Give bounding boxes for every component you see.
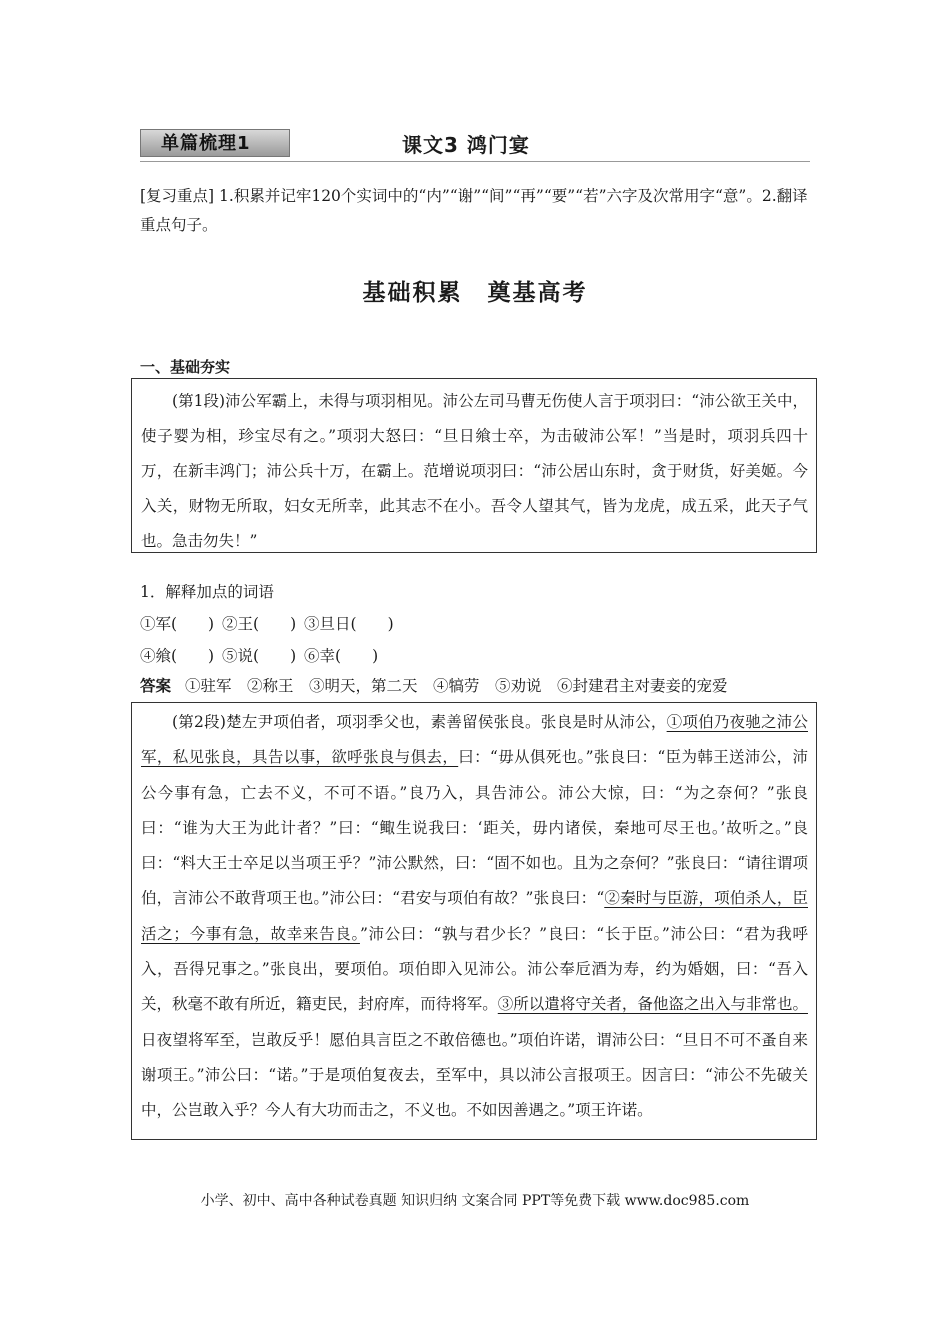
review-focus xyxy=(140,182,812,240)
question-title: 1．解释加点的词语 xyxy=(140,583,274,601)
passage-text: (第2段)楚左尹项伯者，项羽季父也，素善留侯张良。张良是时从沛公， xyxy=(172,713,667,731)
answer-label: 答案 xyxy=(140,677,172,695)
passage-box-1 xyxy=(131,378,817,553)
lesson-title: 课文3 鸿门宴 xyxy=(402,133,530,157)
lesson-header xyxy=(140,125,810,163)
passage-text: 曰：“毋从俱死也。”张良曰：“臣为韩王送沛公，沛公今事有急，亡去不义，不可不语。”良乃入，具告沛公。沛公大惊，曰：“为之奈何？”张良曰：“谁为大王为此计者？”曰：“鲰生说我曰：‘距关，毋内诸侯，秦地可尽王也。’故听之。”良曰：“料大王士卒足以当项王乎？”沛公默然，曰：“固不如也。且为之奈何？”张良曰：“请往谓项伯，言沛公不敢背项王也。”沛公曰：“君安与项伯有故？”张良曰：“ xyxy=(141,748,808,908)
answer-line xyxy=(140,674,728,696)
key-sentence-3: ③所以遣将守关者，备他盗之出入与非常也。 xyxy=(497,995,808,1014)
review-label: [复习重点] xyxy=(140,187,215,205)
part-heading: 一、基础夯实 xyxy=(140,358,231,376)
header-divider xyxy=(140,161,810,162)
key-sentence-2: ②秦时与臣游，项伯杀人，臣活之；今事有急，故幸来告良。 xyxy=(141,889,808,943)
unit-tag: 单篇梳理1 xyxy=(140,129,290,157)
answer-text: ①驻军 ②称王 ③明天，第二天 ④犒劳 ⑤劝说 ⑥封建君主对妻妾的宠爱 xyxy=(185,677,728,695)
review-text: 1.积累并记牢120个实词中的“内”“谢”“间”“再”“要”“若”六字及次常用字“意”。2.翻译重点句子。 xyxy=(140,187,808,234)
passage-box-2 xyxy=(131,702,817,1140)
passage-text: 日夜望将军至，岂敢反乎！愿伯具言臣之不敢倍德也。”项伯许诺，谓沛公曰：“旦日不可不蚤自来谢项王。”沛公曰：“诺。”于是项伯复夜去，至军中，具以沛公言报项王。因言曰：“沛公不先破关中，公岂敢入乎？今人有大功而击之，不义也。不如因善遇之。”项王许诺。 xyxy=(141,1030,808,1120)
key-sentence-1: ①项伯乃夜驰之沛公军，私见张良，具告以事，欲呼张良与俱去， xyxy=(141,713,808,767)
passage-paragraph-1: (第1段)沛公军霸上，未得与项羽相见。沛公左司马曹无伤使人言于项羽曰：“沛公欲王关中，使子婴为相，珍宝尽有之。”项羽大怒曰：“旦日飨士卒，为击破沛公军！”当是时，项羽兵四十万，在新丰鸿门；沛公兵十万，在霸上。范增说项羽曰：“沛公居山东时，贪于财货，好美姬。今入关，财物无所取，妇女无所幸，此其志不在小。吾令人望其气，皆为龙虎，成五采，此天子气也。急击勿失！” xyxy=(141,392,808,550)
question-blanks-row-1: ①军( ) ②王( ) ③旦日( ) xyxy=(140,615,394,633)
footer-note: 小学、初中、高中各种试卷真题 知识归纳 文案合同 PPT等免费下载 www.doc985.com xyxy=(200,1193,750,1209)
question-blanks-row-2: ④飨( ) ⑤说( ) ⑥幸( ) xyxy=(140,647,379,665)
section-title: 基础积累 奠基高考 xyxy=(362,280,588,306)
passage-paragraph-2 xyxy=(141,705,808,1129)
passage-text: ”沛公曰：“孰与君少长？”良曰：“长于臣。”沛公曰：“君为我呼入，吾得兄事之。”张良出，要项伯。项伯即入见沛公。沛公奉卮酒为寿，约为婚姻，曰：“吾入关，秋毫不敢有所近，籍吏民，封府库，而待将军。 xyxy=(141,924,808,1014)
